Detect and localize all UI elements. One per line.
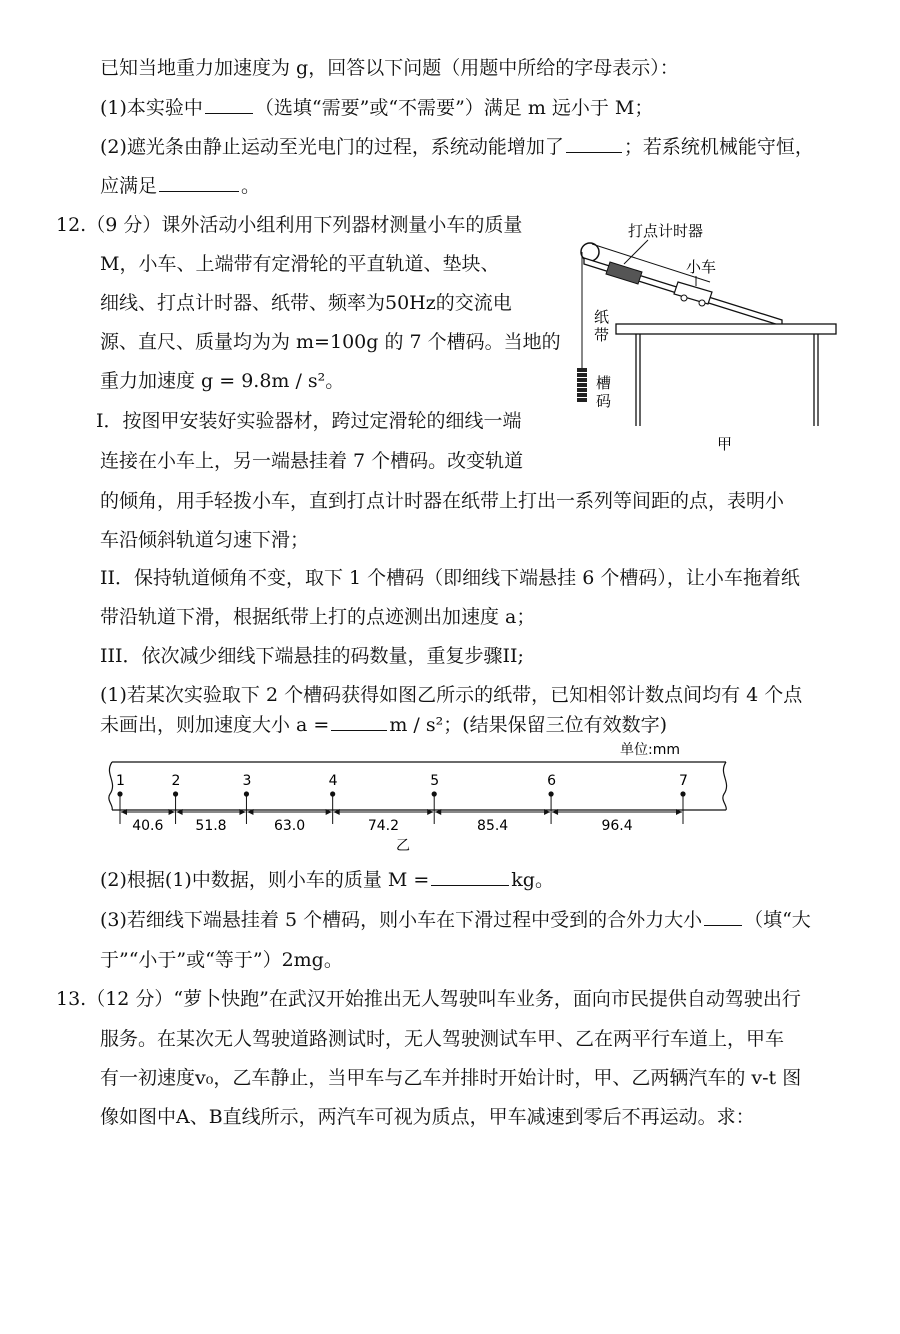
tape-segment-label: 63.0 [273,818,306,834]
q13-line-1: 13.（12 分）“萝卜快跑”在武汉开始推出无人驾驶叫车业务，面向市民提供自动驾驶出行 [56,988,801,1010]
q12-step-2b: 带沿轨道下滑，根据纸带上打的点迹测出加速度 a； [100,606,536,628]
intro-line: 已知当地重力加速度为 g，回答以下问题（用题中所给的字母表示）： [100,57,679,79]
weights-label-2: 码 [596,392,612,410]
hanging-weights [577,368,587,402]
figure-jia [560,216,860,462]
q12-step-1b: 连接在小车上，另一端悬挂着 7 个槽码。改变轨道 [100,450,524,472]
timer-label: 打点计时器 [628,222,704,240]
q11-sub2-post: ；若系统机械能守恒， [623,136,814,158]
tape-point-label: 1 [116,773,125,789]
tape-point-label: 6 [547,773,556,789]
tape-point-label: 2 [171,773,181,789]
car-label: 小车 [686,258,717,276]
q11-sub2-line2 [100,173,260,199]
tape-segment-label: 96.4 [601,818,633,834]
q12-sub3-pre: (3)若细线下端悬挂着 5 个槽码，则小车在下滑过程中受到的合外力大小 [100,909,703,931]
q12-line-5: 重力加速度 g = 9.8m / s²。 [100,370,345,392]
q12-line-1: 12.（9 分）课外活动小组利用下列器材测量小车的质量 [56,214,523,236]
tape-label-1: 纸 [594,308,610,326]
q11-sub2 [100,134,814,160]
q12-step-1c: 的倾角，用手轻拨小车，直到打点计时器在纸带上打出一系列等间距的点，表明小 [100,490,785,512]
q12-step-3: III．依次减少细线下端悬挂的码数量，重复步骤II; [100,645,524,667]
q11-sub1-blank[interactable] [205,95,253,114]
q12-sub1-blank[interactable] [331,712,387,731]
car-body [674,282,712,304]
q12-step-1d: 车沿倾斜轨道匀速下滑； [100,529,310,551]
q11-sub2-blank-1[interactable] [566,134,622,153]
q11-sub2-l2-pre: 应满足 [100,175,158,197]
car-wheel-front [699,300,705,306]
q11-sub1-pre: (1)本实验中 [100,97,203,119]
q12-sub2-pre: (2)根据(1)中数据，则小车的质量 M = [100,869,430,891]
tape-segment-label: 85.4 [477,818,509,834]
q12-sub3 [100,907,811,933]
q13-line-3: 有一初速度v₀，乙车静止，当甲车与乙车并排时开始计时，甲、乙两辆汽车的 v-t 图 [100,1067,802,1089]
q12-sub1-line2 [100,712,667,738]
weights-label-1: 槽 [596,374,612,392]
q12-line-3: 细线、打点计时器、纸带、频率为50Hz的交流电 [100,292,512,314]
tape-segment-label: 74.2 [367,818,400,834]
q11-sub2-pre: (2)遮光条由静止运动至光电门的过程，系统动能增加了 [100,136,564,158]
q12-sub3-post: （填“大 [744,909,811,931]
tape-marks [116,773,688,834]
tape-segment-label: 51.8 [195,818,227,834]
figure-jia-caption: 甲 [717,435,733,453]
tape-point-label: 3 [242,773,252,789]
q12-sub3-blank[interactable] [704,907,742,926]
q13-line-2: 服务。在某次无人驾驶道路测试时，无人驾驶测试车甲、乙在两平行车道上，甲车 [100,1028,785,1050]
figure-yi-tape [100,738,730,858]
q12-sub1: (1)若某次实验取下 2 个槽码获得如图乙所示的纸带，已知相邻计数点间均有 4 个点 [100,684,803,706]
tape-segment-label: 40.6 [132,818,164,834]
q12-sub1-pre: 未画出，则加速度大小 a = [100,714,330,736]
q11-sub2-l2-post: 。 [241,175,261,197]
tape-right-tear [723,762,727,810]
tape-point-label: 7 [679,773,688,789]
table-top [616,324,836,334]
q13-line-4: 像如图中A、B直线所示，两汽车可视为质点，甲车减速到零后不再运动。求： [100,1106,755,1128]
tape-unit-label: 单位:mm [620,742,680,758]
q12-step-2: II．保持轨道倾角不变，取下 1 个槽码（即细线下端悬挂 6 个槽码），让小车拖着纸 [100,567,800,589]
q11-sub1 [100,95,653,121]
q12-line-4: 源、直尺、质量均为为 m=100g 的 7 个槽码。当地的 [100,331,561,353]
q12-sub2 [100,867,554,893]
q11-sub2-blank-2[interactable] [159,173,239,192]
q12-sub2-blank[interactable] [431,867,509,886]
q12-sub3-line2: 于”“小于”或“等于”）2mg。 [100,949,343,971]
tape-left-tear [109,762,113,810]
tape-point-label: 5 [430,773,440,789]
q12-sub1-post: m / s²；(结果保留三位有效数字) [389,714,668,736]
q12-sub2-post: kg。 [511,869,554,891]
q12-step-1: I．按图甲安装好实验器材，跨过定滑轮的细线一端 [96,410,522,432]
timer-box [606,262,642,284]
tape-label-2: 带 [594,326,610,344]
q11-sub1-post: （选填“需要”或“不需要”）满足 m 远小于 M； [254,97,654,119]
q12-line-2: M，小车、上端带有定滑轮的平直轨道、垫块、 [100,253,500,275]
figure-yi-caption: 乙 [396,838,410,854]
tape-point-label: 4 [328,773,338,789]
car-wheel-rear [681,295,687,301]
